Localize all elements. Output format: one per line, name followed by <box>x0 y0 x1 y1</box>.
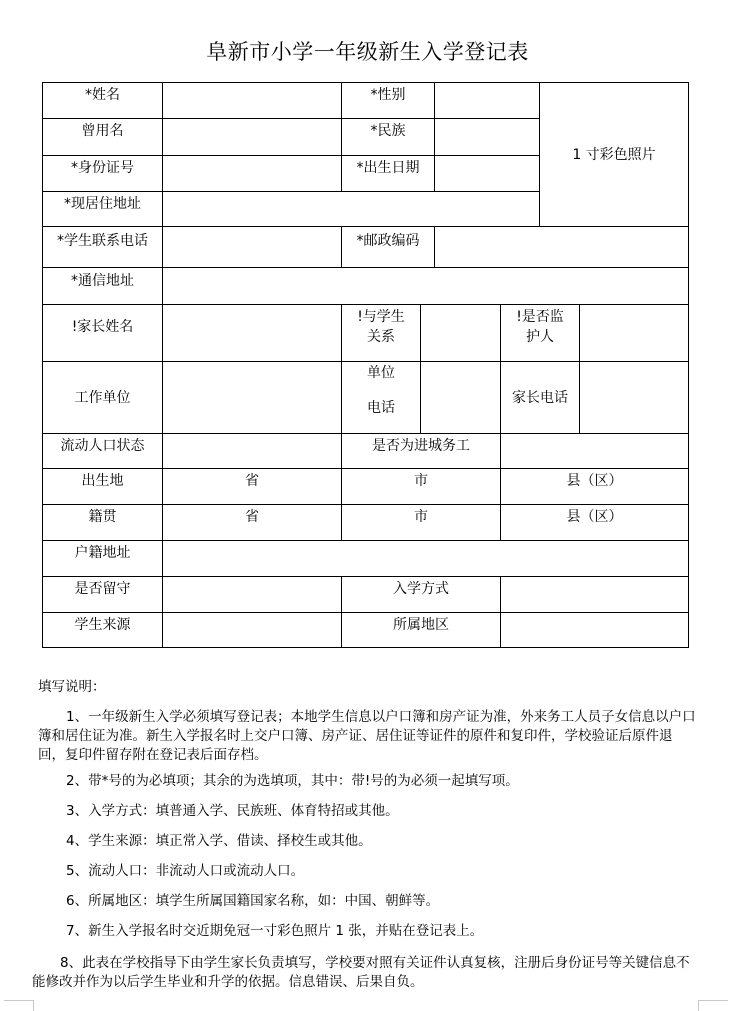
label-floating-status: 流动人口状态 <box>42 433 163 469</box>
photo-box[interactable]: 1 寸彩色照片 <box>539 82 689 227</box>
label-postal-code: *邮政编码 <box>341 226 435 268</box>
label-relation <box>341 304 421 362</box>
instruction-item: 7、新生入学报名时交近期免冠一寸彩色照片 1 张，并贴在登记表上。 <box>66 923 484 939</box>
field-floating-status[interactable] <box>162 433 342 469</box>
field-work-unit[interactable] <box>162 361 342 434</box>
field-student-phone[interactable] <box>162 226 342 268</box>
label-student-phone: *学生联系电话 <box>42 226 163 268</box>
label-guardian-line2: 护人 <box>526 329 554 345</box>
label-unit-phone-line1: 单位 <box>367 365 395 381</box>
field-native-city[interactable]: 市 <box>341 504 501 541</box>
field-id-number[interactable] <box>162 155 342 192</box>
field-region[interactable] <box>500 612 689 648</box>
label-mailing-address: *通信地址 <box>42 267 163 305</box>
instruction-item: 3、入学方式：填普通入学、民族班、体育特招或其他。 <box>66 803 399 819</box>
field-mailing-address[interactable] <box>162 267 689 305</box>
label-ethnicity: *民族 <box>341 118 435 156</box>
field-household-address[interactable] <box>162 540 689 577</box>
label-current-address: *现居住地址 <box>42 191 163 227</box>
label-migrant-worker: 是否为进城务工 <box>341 433 501 469</box>
instruction-item: 4、学生来源：填正常入学、借读、择校生或其他。 <box>66 833 372 849</box>
label-relation-line2: 关系 <box>367 329 395 345</box>
field-birth-date[interactable] <box>434 155 540 192</box>
label-birthplace: 出生地 <box>42 468 163 505</box>
label-unit-phone-line2: 电话 <box>367 400 395 416</box>
label-region: 所属地区 <box>341 612 501 648</box>
page-corner-mark <box>698 1000 728 1011</box>
field-student-source[interactable] <box>162 612 342 648</box>
field-birthplace-province[interactable]: 省 <box>162 468 342 505</box>
field-current-address[interactable] <box>162 191 540 227</box>
field-postal-code[interactable] <box>434 226 689 268</box>
instructions-heading: 填写说明： <box>38 679 106 695</box>
instruction-item: 5、流动人口：非流动人口或流动人口。 <box>66 863 305 879</box>
instruction-item: 6、所属地区：填学生所属国籍国家名称，如：中国、朝鲜等。 <box>66 893 440 909</box>
field-gender[interactable] <box>434 82 540 119</box>
label-left-behind: 是否留守 <box>42 576 163 613</box>
label-student-source: 学生来源 <box>42 612 163 648</box>
label-guardian-line1: !是否监 <box>516 309 564 325</box>
label-gender: *性别 <box>341 82 435 119</box>
label-parent-phone: 家长电话 <box>500 361 580 434</box>
label-name: *姓名 <box>42 82 163 119</box>
instruction-item: 8、此表在学校指导下由学生家长负责填写，学校要对照有关证件认真复核，注册后身份证号等关键信息不能修改并作为以后学生毕业和升学的依据。信息错误、后果自负。 <box>32 955 690 990</box>
label-admission-method: 入学方式 <box>341 576 501 613</box>
field-parent-name[interactable] <box>162 304 342 362</box>
instruction-item: 1、一年级新生入学必须填写登记表；本地学生信息以户口簿和房产证为准，外来务工人员子女信息以户口簿和居住证为准。新生入学报名时上交户口簿、房产证、居住证等证件的原件和复印件，学校验证后原件退回，复印件留存附在登记表后面存档。 <box>38 709 696 763</box>
field-birthplace-county[interactable]: 县（区） <box>500 468 689 505</box>
field-relation[interactable] <box>420 304 501 362</box>
label-id-number: *身份证号 <box>42 155 163 192</box>
label-household-address: 户籍地址 <box>42 540 163 577</box>
field-guardian[interactable] <box>579 304 689 362</box>
field-parent-phone[interactable] <box>579 361 689 434</box>
label-relation-line1: !与学生 <box>357 309 405 325</box>
label-parent-name: !家长姓名 <box>42 304 163 362</box>
field-left-behind[interactable] <box>162 576 342 613</box>
field-unit-phone[interactable] <box>420 361 501 434</box>
label-birth-date: *出生日期 <box>341 155 435 192</box>
field-birthplace-city[interactable]: 市 <box>341 468 501 505</box>
field-native-province[interactable]: 省 <box>162 504 342 541</box>
label-native-place: 籍贯 <box>42 504 163 541</box>
field-name[interactable] <box>162 82 342 119</box>
label-work-unit: 工作单位 <box>42 361 163 434</box>
field-native-county[interactable]: 县（区） <box>500 504 689 541</box>
field-ethnicity[interactable] <box>434 118 540 156</box>
field-former-name[interactable] <box>162 118 342 156</box>
page-title: 阜新市小学一年级新生入学登记表 <box>206 40 529 64</box>
label-unit-phone <box>341 361 421 434</box>
label-guardian <box>500 304 580 362</box>
page-corner-mark <box>4 1000 34 1011</box>
instruction-item: 2、带*号的为必填项；其余的为选填项，其中：带!号的为必须一起填写项。 <box>66 773 519 789</box>
field-migrant-worker[interactable] <box>500 433 689 469</box>
field-admission-method[interactable] <box>500 576 689 613</box>
label-former-name: 曾用名 <box>42 118 163 156</box>
